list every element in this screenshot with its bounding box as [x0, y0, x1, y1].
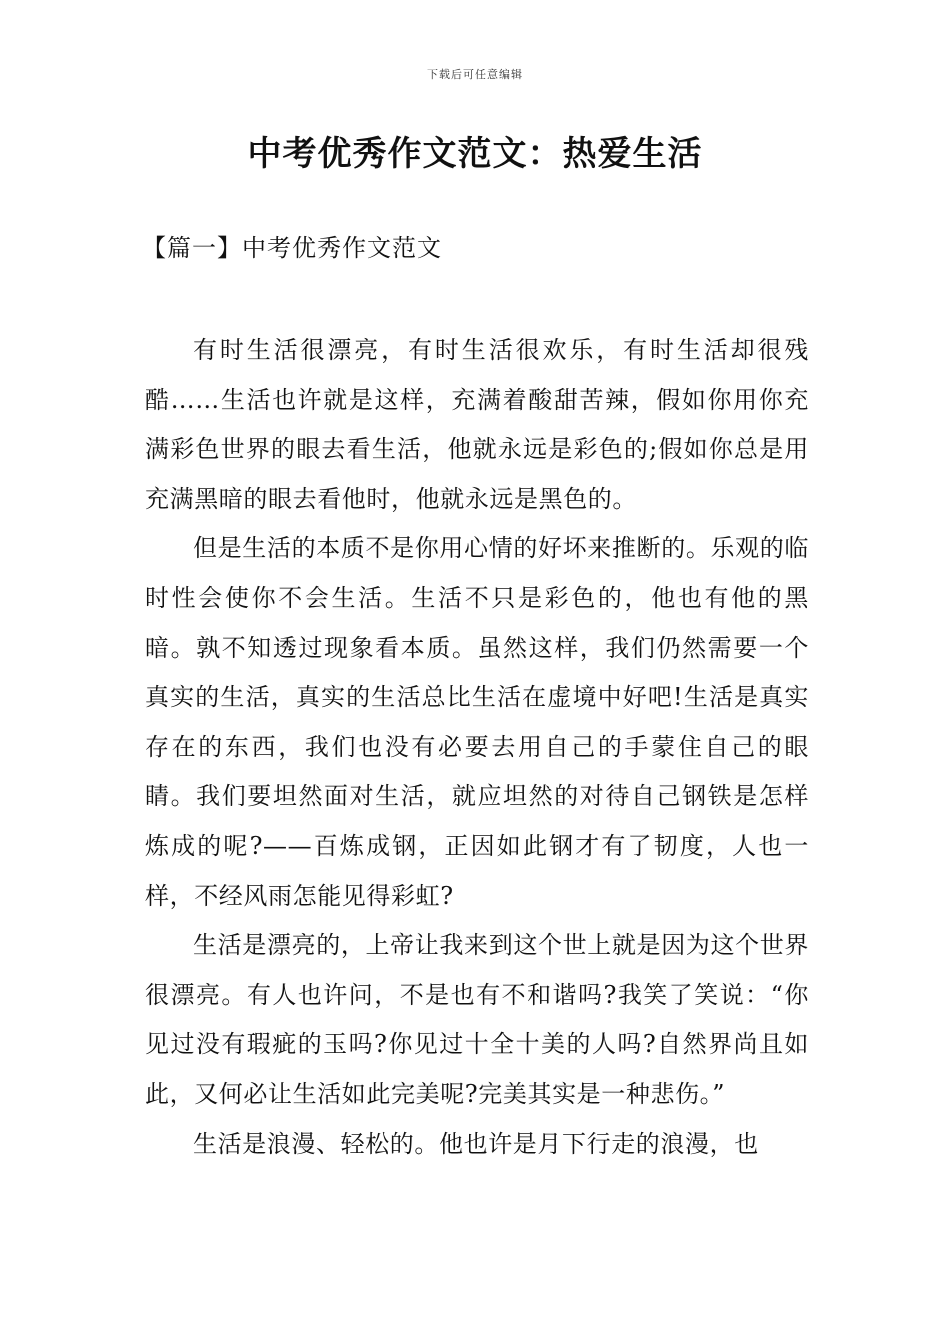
paragraph-4: 生活是浪漫、轻松的。他也许是月下行走的浪漫，也	[193, 1129, 759, 1158]
paragraph-3: 生活是漂亮的，上帝让我来到这个世上就是因为这个世界很漂亮。有人也许问，不是也有不和谐吗?我笑了笑说：“你见过没有瑕疵的玉吗?你见过十全十美的人吗?自然界尚且如此，又何必让生活如此完美呢?完美其实是一种悲伤。”	[145, 931, 809, 1108]
page-title: 中考优秀作文范文：热爱生活	[247, 134, 703, 174]
section-heading: 【篇一】中考优秀作文范文	[142, 234, 442, 262]
paragraph-2: 但是生活的本质不是你用心情的好坏来推断的。乐观的临时性会使你不会生活。生活不只是彩色的，他也有他的黑暗。孰不知透过现象看本质。虽然这样，我们仍然需要一个真实的生活，真实的生活总比生活在虚境中好吧!生活是真实存在的东西，我们也没有必要去用自己的手蒙住自己的眼睛。我们要坦然面对生活，就应坦然的对待自己钢铁是怎样炼成的呢?——百炼成钢，正因如此钢才有了韧度，人也一样，不经风雨怎能见得彩虹?	[145, 534, 809, 910]
essay-body	[145, 326, 809, 1169]
header-note: 下载后可任意编辑	[427, 68, 523, 81]
paragraph-1: 有时生活很漂亮，有时生活很欢乐，有时生活却很残酷……生活也许就是这样，充满着酸甜苦辣，假如你用你充满彩色世界的眼去看生活，他就永远是彩色的;假如你总是用充满黑暗的眼去看他时，他就永远是黑色的。	[145, 336, 809, 513]
